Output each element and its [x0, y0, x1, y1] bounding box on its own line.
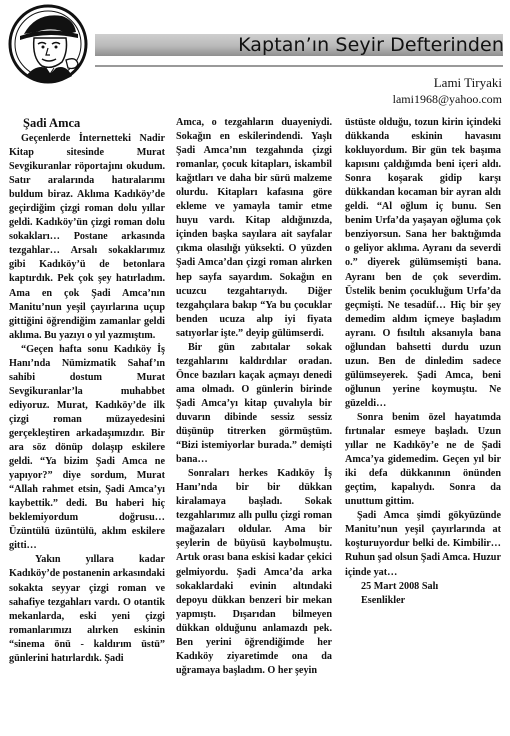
author-email: lami1968@yahoo.com: [392, 92, 502, 106]
article-column-3: [345, 116, 501, 608]
paragraph: Sonra benim özel hayatımda fırtınalar esmeye başladı. Uzun yıllar ne Kadıköy’e ne de Şadi Amca’ya gidemedim. Geçen yıl bir iki defa dükkanının önünden geçtim, kapalıydı. Sonra da unuttum gittim.: [345, 411, 501, 508]
paragraph: Yakın yıllara kadar Kadıköy’de postanenin arkasındaki sokakta seyyar çizgi roman ve sahafiye tezgahları vardı. O otantik mekanlarda, eski yeni çizgi romanlarımızı alırken eskinin “sinema önü - kaldırım üstü” günlerini hatırlardık. Şadi: [9, 554, 165, 664]
article-place: Esenlikler: [361, 594, 406, 606]
article-title: Şadi Amca: [23, 116, 81, 130]
cartoon-portrait-icon: [6, 4, 90, 84]
paragraph: Bir gün zabıtalar sokak tezgahlarını kaldırdılar oradan. Önce bazıları kaçak açmayı denedi ama olmadı. O günlerin birinde Şadi Amca’yı kitap çuvalıyla bir duvarın dibinde sessiz sessiz düşünüp titrerken görmüştüm. “Bizi istemiyorlar burada.” demişti bana…: [176, 341, 332, 466]
header-divider: [95, 65, 503, 67]
paragraph: Şadi Amca şimdi gökyüzünde Manitu’nun yeşil çayırlarında at koşturuyordur belki de. Kimbilir… Ruhun şad olsun Şadi Amca. Huzur içinde yat…: [345, 510, 501, 578]
author-cartoon-avatar: [6, 4, 90, 84]
paragraph: “Geçen hafta sonu Kadıköy İş Hanı’nda Nümizmatik Sahaf’ın sahibi dostum Murat Sevgikuranlar’la muhabbet ediyoruz. Murat, Kadıköy’de ilk çizgi roman müzayedesini gerçekleştiren arkadaşımızdır. Bir ara söz dönüp dolaşıp eskilere geldi. “Ya bizim Şadi Amca ne yapıyor?” diye sordum, Murat “Allah rahmet etsin, Şadi Amca’yı kaybettik.” dedi. Bu haberi hiç beklemiyordum doğrusu… Üzüntülü üzüntülü, aklım eskilere gitti…: [9, 343, 165, 552]
article-column-2: [176, 116, 332, 678]
article-column-1: [9, 116, 165, 666]
author-name: Lami Tiryaki: [433, 75, 502, 90]
paragraph: Geçenlerde İnternetteki Nadir Kitap sitesinde Murat Sevgikuranlar röportajını okudum. Satır aralarında hatıralarımı buldum biraz. Aklıma Kadıköy’de geçirdiğim çizgi roman dolu yıllar geldi. Kadıköy’ün çizgi roman dolu sokakları… Postane arkasında tezgahlar… Arsalı sokaklarımız gibi Kadıköy’ü de betonlara kaptırdık. Pek çok şey hatırladım. Ama en çok Şadi Amca’nın Manitu’nun yeşil çayırlarına uçup gittiğini öğrendiğim zamanlar geldi aklıma. Bu yazıyı o yıl yazmıştım.: [9, 133, 165, 341]
column-header: [0, 0, 510, 118]
paragraph: Sonraları herkes Kadıköy İş Hanı’nda bir bir dükkan kiralamaya başladı. Sokak tezgahlarımız allı pullu çizgi roman mağazaları oldular. Ama bir şeylerin de büyüsü kaybolmuştu. Artık orası bana eskisi kadar çekici gelmiyordu. Şadi Amca’da arka sokaklardaki evinin altındaki depoyu dükkan benzeri bir mekan yapmıştı. Dışarıdan bilmeyen dükkan olduğunu anlamazdı pek. Ben yerini öğrendiğimde her Kadıköy ziyaretimde ona da uğramaya başladım. O her şeyin: [176, 468, 332, 676]
article-date: 25 Mart 2008 Salı: [361, 580, 439, 592]
paragraph: Amca, o tezgahların duayeniydi. Sokağın en eskilerindendi. Yaşlı Şadi Amca’nın tezgahında çizgi romanlar, çocuk kitapları, iskambil kağıtları ve daha bir sürü malzeme olurdu. Kitapları kafasına göre ekleme ve yamayla tamir etme huyu vardı. Kitap aldığınızda, içinden başka sayılara ait sayfalar çıkma olasılığı yüksekti. O yüzden Şadi Amca’dan çizgi roman alırken hep sayfa sayardım. Sokağın en ucuzcu tezgahtarıydı. Diğer tezgahçılara bakıp “Ya bu çocuklar benden ucuza alıp iyi fiyata satıyorlar işte.” deyip gülümserdi.: [176, 117, 332, 339]
paragraph: üstüste olduğu, tozun kirin içindeki dükkanda eskinin havasını kokluyordum. Bir gün tek başıma kapısını çaldığımda beni içeri aldı. Sonra koşarak gidip karşı dükkandan kocaman bir ayran aldı geldi. “Al oğlum iç bunu. Sen benim Urfa’da yaşayan oğluma çok benziyorsun. Sana her baktığımda o geliyor aklıma. Ayranı da severdi o.” diyerek gülümsemişti bana. Ayranı ben de çok severdim. Üstelik benim çocukluğum Urfa’da geçmişti. Ne tesadüf… Hiç bir şey demedim aldım içmeye başladım ayranı. O fısıltılı aksanıyla bana oğlundan bahsetti durdu uzun uzun. Ben de dinledim sadece gülümseyerek. Şadi Amca, beni oğlunun yerine koymuştu. Ne güzeldi…: [345, 117, 501, 409]
column-title: Kaptan’ın Seyir Defterinden: [238, 34, 504, 56]
